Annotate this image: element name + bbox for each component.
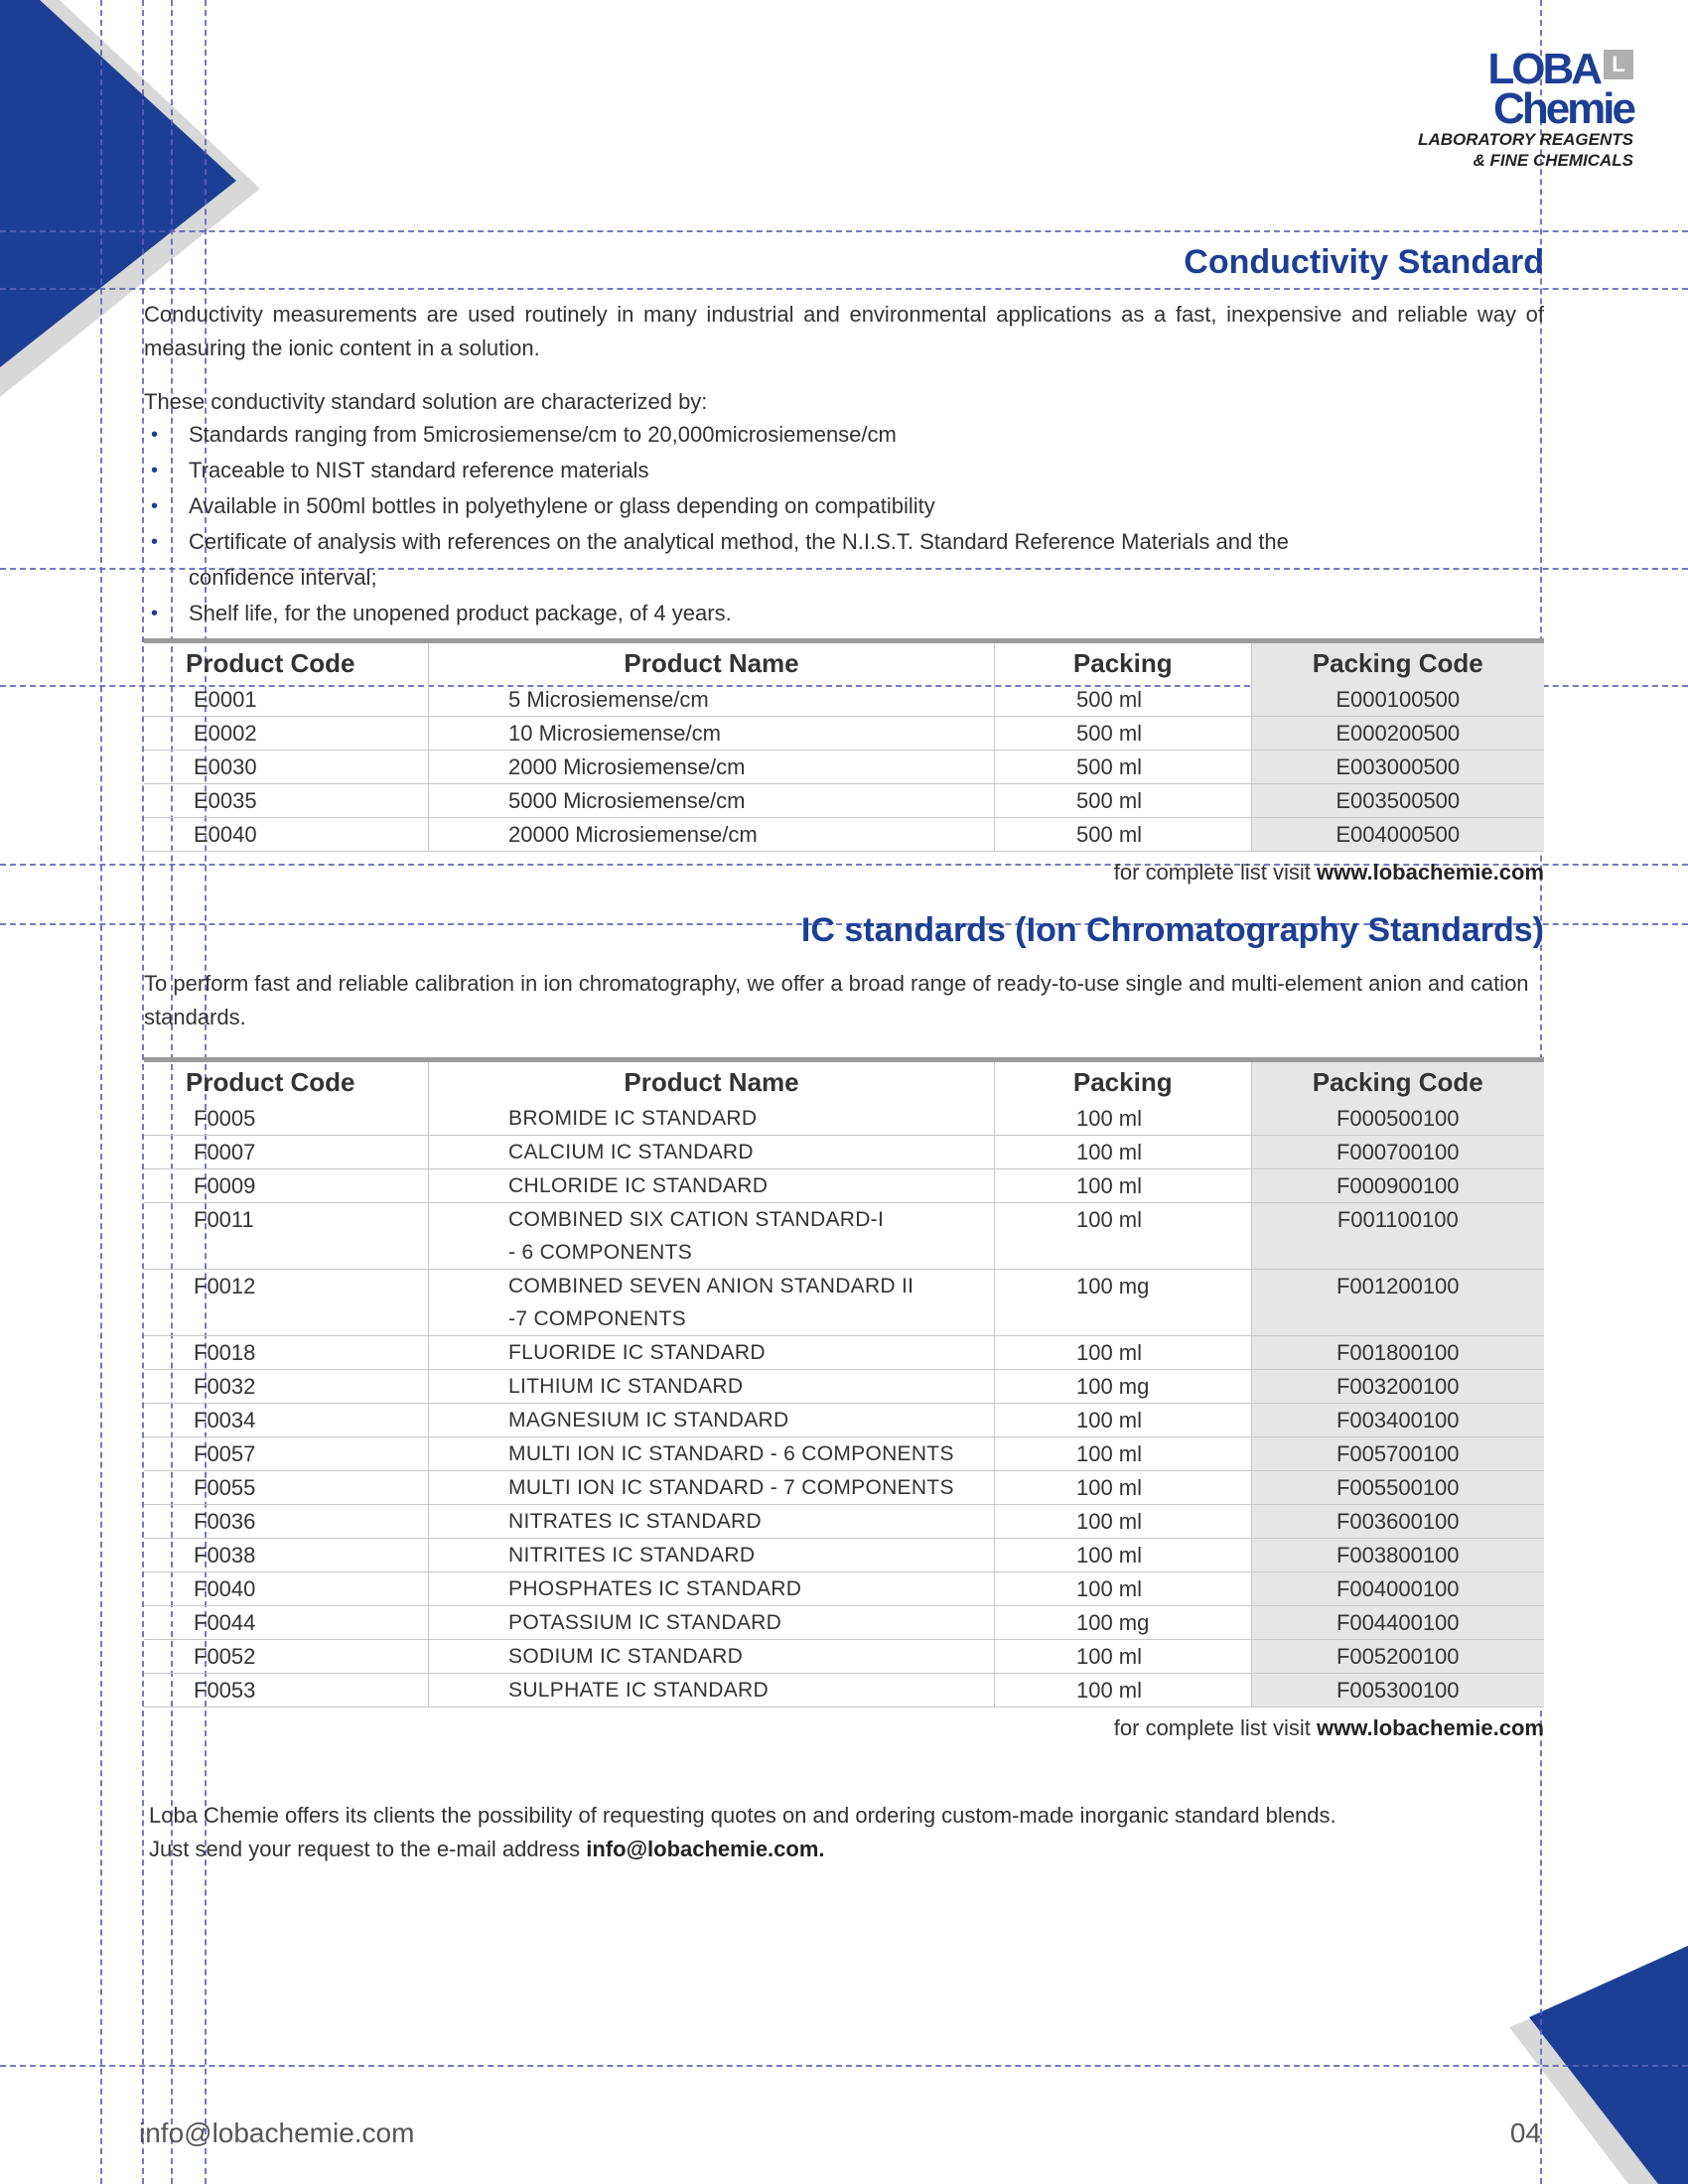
logo-tagline-1: LABORATORY REAGENTS [1418,130,1633,149]
packing-code-cell: F001800100 [1251,1336,1544,1370]
footer-email[interactable]: info@lobachemie.com [139,2117,415,2148]
product-code-cell: E0040 [144,818,429,852]
company-logo [1418,45,1633,171]
product-name-cell [429,1640,995,1674]
product-name-cell [429,1102,995,1136]
product-name-line: MULTI ION IC STANDARD - 6 COMPONENTS [508,1442,954,1465]
website-link[interactable]: www.lobachemie.com [1316,1715,1544,1740]
column-header: Packing Code [1251,1060,1544,1103]
ic-section-title: IC standards (Ion Chromatography Standards) [800,911,1544,949]
packing-code-cell: F003200100 [1251,1370,1544,1404]
product-name-cell [429,1471,995,1505]
logo-word-top: LOBA [1487,45,1600,93]
table-row [144,1437,1544,1471]
packing-code-cell: F003800100 [1251,1539,1544,1572]
table-row [144,1404,1544,1437]
product-code-cell: E0030 [144,751,429,784]
visit-text: for complete list visit [1113,860,1311,885]
packing-code-cell: F003400100 [1251,1404,1544,1437]
product-code-cell: E0002 [144,717,429,751]
packing-code-cell: F003600100 [1251,1505,1544,1539]
conductivity-section-title: Conductivity Standard [1184,243,1544,281]
product-name-line: COMBINED SEVEN ANION STANDARD II [508,1275,914,1297]
column-header: Product Code [144,641,429,684]
packing-cell: 100 ml [994,1539,1251,1572]
packing-code-cell: E000100500 [1251,683,1544,717]
page-number: 04 [1509,2117,1541,2148]
packing-cell: 500 ml [995,818,1252,852]
logo-word-bottom: Chemie [1493,84,1633,133]
product-code-cell: F0005 [144,1102,429,1136]
product-code-cell: F0052 [144,1640,429,1674]
packing-cell: 100 mg [994,1606,1251,1640]
product-name-cell [429,1674,995,1707]
ic-intro: To perform fast and reliable calibration in ion chromatography, we offer a broad range of ready-to-use single and multi-element anion and cation standards. [144,971,1529,1029]
product-name-line: CHLORIDE IC STANDARD [508,1174,769,1197]
conductivity-intro: Conductivity measurements are used routinely in many industrial and environmental applications as a fast, inexpensive and reliable way of measuring the ionic content in a solution. [144,302,1544,360]
table-row [144,818,1544,852]
conductivity-lead: These conductivity standard solution are characterized by: [144,389,708,414]
packing-cell: 100 ml [994,1640,1251,1674]
table-row [144,1102,1544,1136]
product-name-cell [429,1404,995,1437]
product-name-cell: 5 Microsiemense/cm [429,683,995,717]
product-code-cell: F0053 [144,1674,429,1707]
table-row [144,1640,1544,1674]
product-name-cell: 2000 Microsiemense/cm [429,751,995,784]
product-code-cell: F0036 [144,1505,429,1539]
table-row [144,1606,1544,1640]
packing-code-cell: F000500100 [1251,1102,1544,1136]
custom-blends-line1: Loba Chemie offers its clients the possibility of requesting quotes on and ordering custom-made inorganic standard blends. [149,1803,1336,1828]
list-item: • Certificate of analysis with references on the analytical method, the N.I.S.T. Standard Reference Materials and the confidence interval; [151,529,1289,590]
product-name-cell: 10 Microsiemense/cm [429,717,995,751]
packing-cell: 100 mg [994,1270,1251,1336]
packing-cell: 100 ml [994,1203,1251,1270]
product-name-cell [429,1606,995,1640]
table-row [144,1471,1544,1505]
table-row [144,751,1544,784]
packing-cell: 500 ml [995,683,1252,717]
column-header: Packing Code [1251,641,1544,684]
conductivity-visit-note [1114,860,1544,886]
product-name-line: CALCIUM IC STANDARD [508,1141,754,1163]
product-name-cell [429,1136,995,1169]
list-item: • Traceable to NIST standard reference materials [151,458,649,482]
product-name-cell [429,1572,995,1606]
product-name-line: PHOSPHATES IC STANDARD [508,1577,802,1600]
product-code-cell: F0007 [144,1136,429,1169]
packing-cell: 100 ml [994,1404,1251,1437]
product-name-line: MAGNESIUM IC STANDARD [508,1409,789,1432]
packing-cell: 100 ml [994,1136,1251,1169]
product-name-line: NITRATES IC STANDARD [508,1510,762,1533]
packing-cell: 100 ml [994,1102,1251,1136]
packing-cell: 100 ml [994,1471,1251,1505]
table-row [144,717,1544,751]
column-header: Product Code [144,1060,429,1103]
packing-code-cell: E004000500 [1251,818,1544,852]
website-link[interactable]: www.lobachemie.com [1316,860,1544,885]
email-link[interactable]: info@lobachemie.com. [586,1837,825,1861]
packing-code-cell: E003000500 [1251,751,1544,784]
product-name-line: FLUORIDE IC STANDARD [508,1341,766,1364]
product-code-cell: F0011 [144,1203,429,1270]
table-row [144,1136,1544,1169]
conductivity-feature-list [149,417,1440,631]
product-name-line: LITHIUM IC STANDARD [508,1375,744,1398]
table-row [144,1169,1544,1203]
column-header: Product Name [429,641,995,684]
list-item: • Shelf life, for the unopened product package, of 4 years. [151,601,732,625]
table-row [144,1336,1544,1370]
product-code-cell: F0038 [144,1539,429,1572]
product-name-cell [429,1336,995,1370]
packing-code-cell: F001100100 [1251,1203,1544,1270]
packing-cell: 100 ml [994,1572,1251,1606]
packing-cell: 100 ml [994,1505,1251,1539]
packing-code-cell: F005700100 [1251,1437,1544,1471]
visit-text: for complete list visit [1113,1715,1311,1740]
table-row [144,1270,1544,1336]
column-header: Product Name [429,1060,995,1103]
packing-cell: 100 ml [994,1336,1251,1370]
product-name-line: SODIUM IC STANDARD [508,1645,744,1668]
product-code-cell: F0009 [144,1169,429,1203]
product-name-cell [429,1539,995,1572]
product-name-cell: 5000 Microsiemense/cm [429,784,995,818]
custom-blends-note [149,1799,1559,1866]
product-name-line: BROMIDE IC STANDARD [508,1107,758,1130]
product-code-cell: E0001 [144,683,429,717]
table-row [144,1539,1544,1572]
product-code-cell: F0057 [144,1437,429,1471]
product-name-cell [429,1505,995,1539]
product-name-line: MULTI ION IC STANDARD - 7 COMPONENTS [508,1476,954,1499]
ic-table [144,1057,1544,1707]
table-row [144,683,1544,717]
table-row [144,1572,1544,1606]
packing-code-cell: E000200500 [1251,717,1544,751]
conductivity-table [144,638,1544,852]
product-name-line: SULPHATE IC STANDARD [508,1679,769,1702]
product-name-line: COMBINED SIX CATION STANDARD-I [508,1208,885,1231]
packing-code-cell: F000700100 [1251,1136,1544,1169]
table-header-row [144,1060,1544,1103]
product-code-cell: F0034 [144,1404,429,1437]
packing-code-cell: F005500100 [1251,1471,1544,1505]
table-header-row [144,641,1544,684]
custom-blends-line2: Just send your request to the e-mail address info@lobachemie.com. [149,1837,825,1861]
packing-cell: 100 ml [994,1674,1251,1707]
ic-visit-note [1114,1715,1544,1741]
packing-cell: 100 ml [994,1437,1251,1471]
product-name-cell: 20000 Microsiemense/cm [429,818,995,852]
product-name-cell [429,1437,995,1471]
packing-cell: 100 mg [994,1370,1251,1404]
product-name-line: POTASSIUM IC STANDARD [508,1611,782,1634]
column-header: Packing [995,641,1252,684]
product-name-cell [429,1203,995,1270]
product-code-cell: E0035 [144,784,429,818]
packing-code-cell: F004000100 [1251,1572,1544,1606]
column-header: Packing [994,1060,1251,1103]
product-name-cell [429,1370,995,1404]
logo-mark-icon: L [1604,50,1633,79]
table-row [144,1203,1544,1270]
product-code-cell: F0055 [144,1471,429,1505]
packing-code-cell: F000900100 [1251,1169,1544,1203]
product-code-cell: F0012 [144,1270,429,1336]
packing-code-cell: F005300100 [1251,1674,1544,1707]
product-code-cell: F0040 [144,1572,429,1606]
packing-code-cell: F005200100 [1251,1640,1544,1674]
packing-cell: 100 ml [994,1169,1251,1203]
product-name-line: NITRITES IC STANDARD [508,1544,756,1567]
product-code-cell: F0018 [144,1336,429,1370]
table-row [144,1370,1544,1404]
product-code-cell: F0032 [144,1370,429,1404]
list-item: • Available in 500ml bottles in polyethylene or glass depending on compatibility [151,493,935,518]
logo-tagline-2: & FINE CHEMICALS [1473,151,1633,170]
list-item: • Standards ranging from 5microsiemense/cm to 20,000microsiemense/cm [151,422,897,447]
packing-code-cell: F001200100 [1251,1270,1544,1336]
table-row [144,1674,1544,1707]
packing-code-cell: E003500500 [1251,784,1544,818]
packing-cell: 500 ml [995,784,1252,818]
product-name-line: - 6 COMPONENTS [508,1241,693,1264]
table-row [144,784,1544,818]
product-name-cell [429,1270,995,1336]
table-row [144,1505,1544,1539]
packing-code-cell: F004400100 [1251,1606,1544,1640]
product-code-cell: F0044 [144,1606,429,1640]
packing-cell: 500 ml [995,717,1252,751]
product-name-line: -7 COMPONENTS [508,1307,686,1330]
packing-cell: 500 ml [995,751,1252,784]
product-name-cell [429,1169,995,1203]
